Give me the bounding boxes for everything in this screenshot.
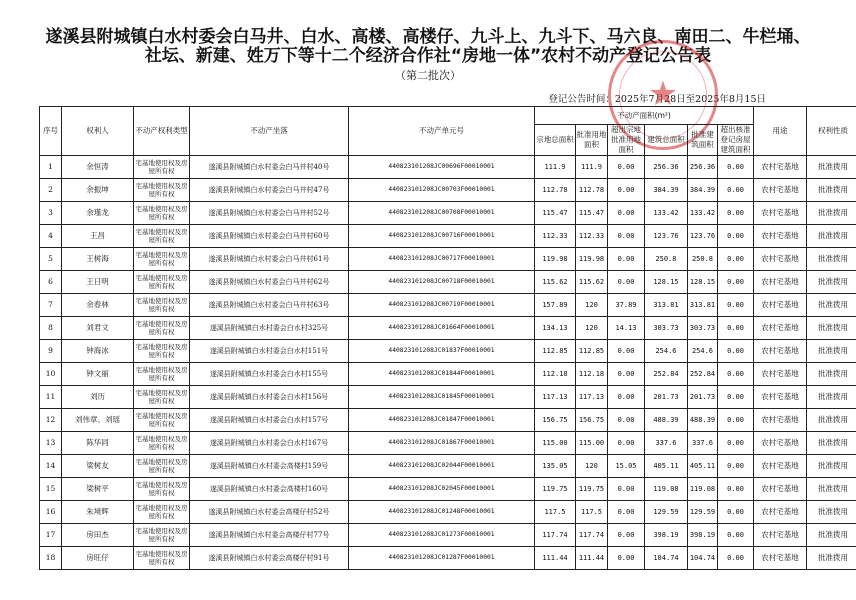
seal-star-icon: ★ xyxy=(647,74,679,114)
row-approved-building: 129.59 xyxy=(688,501,718,524)
row-excess-building: 0.00 xyxy=(718,271,754,294)
row-right-type: 宅基地使用权及房屋所有权 xyxy=(134,294,190,317)
row-right-type: 宅基地使用权及房屋所有权 xyxy=(134,363,190,386)
row-approved-building: 133.42 xyxy=(688,202,718,225)
row-owner: 刘历 xyxy=(62,386,134,409)
table-row xyxy=(40,478,856,501)
row-usage: 农村宅基地 xyxy=(754,294,807,317)
row-excess-building: 0.00 xyxy=(718,386,754,409)
table-row xyxy=(40,409,856,432)
table-body xyxy=(40,156,856,570)
row-right-type: 宅基地使用权及房屋所有权 xyxy=(134,478,190,501)
row-approved-building: 384.39 xyxy=(688,179,718,202)
row-usage: 农村宅基地 xyxy=(754,455,807,478)
row-excess-land: 0.00 xyxy=(608,363,645,386)
row-location: 遂溪县附城镇白水村委会高楼仔村91号 xyxy=(190,547,349,570)
row-excess-building: 0.00 xyxy=(718,455,754,478)
row-unit-no: 440823101208JC01837F00010001 xyxy=(349,340,535,363)
row-approved-building: 252.84 xyxy=(688,363,718,386)
row-unit-no: 440823101208JC02045F00010001 xyxy=(349,478,535,501)
row-excess-land: 0.00 xyxy=(608,248,645,271)
row-nature: 批准拨用 xyxy=(807,317,856,340)
row-usage: 农村宅基地 xyxy=(754,202,807,225)
row-unit-no: 440823101208JC01845F00010001 xyxy=(349,386,535,409)
row-excess-land: 15.05 xyxy=(608,455,645,478)
row-excess-building: 0.00 xyxy=(718,202,754,225)
row-location: 遂溪县附城镇白水村委会高楼仔村77号 xyxy=(190,524,349,547)
row-nature: 批准拨用 xyxy=(807,294,856,317)
row-land-area: 119.98 xyxy=(535,248,576,271)
row-excess-land: 0.00 xyxy=(608,225,645,248)
row-no: 12 xyxy=(40,409,62,432)
table-row xyxy=(40,547,856,570)
row-no: 13 xyxy=(40,432,62,455)
table-row xyxy=(40,248,856,271)
row-approved-building: 104.74 xyxy=(688,547,718,570)
row-building-area: 104.74 xyxy=(645,547,688,570)
row-excess-building: 0.00 xyxy=(718,225,754,248)
row-location: 遂溪县附城镇白水村委会白水村167号 xyxy=(190,432,349,455)
row-excess-land: 0.00 xyxy=(608,432,645,455)
row-right-type: 宅基地使用权及房屋所有权 xyxy=(134,501,190,524)
row-building-area: 303.73 xyxy=(645,317,688,340)
row-approved-land: 111.9 xyxy=(576,156,608,179)
row-owner: 钟文丽 xyxy=(62,363,134,386)
row-right-type: 宅基地使用权及房屋所有权 xyxy=(134,156,190,179)
row-approved-land: 112.78 xyxy=(576,179,608,202)
row-approved-land: 156.75 xyxy=(576,409,608,432)
row-unit-no: 440823101208JC00719F00010001 xyxy=(349,294,535,317)
row-owner: 钟海冰 xyxy=(62,340,134,363)
row-building-area: 384.39 xyxy=(645,179,688,202)
row-building-area: 201.73 xyxy=(645,386,688,409)
row-owner: 梁树平 xyxy=(62,478,134,501)
row-excess-building: 0.00 xyxy=(718,409,754,432)
row-nature: 批准拨用 xyxy=(807,271,856,294)
row-excess-building: 0.00 xyxy=(718,294,754,317)
header-seq: 序号 xyxy=(40,107,62,156)
row-nature: 批准拨用 xyxy=(807,501,856,524)
row-land-area: 117.13 xyxy=(535,386,576,409)
row-excess-building: 0.00 xyxy=(718,179,754,202)
table-row xyxy=(40,524,856,547)
row-nature: 批准拨用 xyxy=(807,478,856,501)
row-no: 9 xyxy=(40,340,62,363)
table-header xyxy=(40,107,856,156)
row-approved-building: 123.76 xyxy=(688,225,718,248)
row-no: 18 xyxy=(40,547,62,570)
row-building-area: 250.8 xyxy=(645,248,688,271)
row-excess-land: 0.00 xyxy=(608,271,645,294)
row-usage: 农村宅基地 xyxy=(754,248,807,271)
row-unit-no: 440823101208JC00717F00010001 xyxy=(349,248,535,271)
row-usage: 农村宅基地 xyxy=(754,225,807,248)
row-land-area: 135.05 xyxy=(535,455,576,478)
row-approved-building: 488.39 xyxy=(688,409,718,432)
row-no: 14 xyxy=(40,455,62,478)
row-land-area: 119.75 xyxy=(535,478,576,501)
row-approved-building: 313.81 xyxy=(688,294,718,317)
row-building-area: 119.08 xyxy=(645,478,688,501)
row-approved-building: 256.36 xyxy=(688,156,718,179)
row-approved-building: 337.6 xyxy=(688,432,718,455)
row-unit-no: 440823101208JC01847F00010001 xyxy=(349,409,535,432)
row-approved-land: 119.98 xyxy=(576,248,608,271)
row-unit-no: 440823101208JC00703F00010001 xyxy=(349,179,535,202)
row-right-type: 宅基地使用权及房屋所有权 xyxy=(134,248,190,271)
row-approved-building: 398.19 xyxy=(688,524,718,547)
table-row xyxy=(40,501,856,524)
row-excess-building: 0.00 xyxy=(718,317,754,340)
row-owner: 朱境辉 xyxy=(62,501,134,524)
header-building-area: 建筑总面积 xyxy=(645,125,688,156)
row-excess-building: 0.00 xyxy=(718,156,754,179)
table-row xyxy=(40,363,856,386)
header-area-group: 不动产面积(m²) xyxy=(535,107,754,125)
row-usage: 农村宅基地 xyxy=(754,547,807,570)
row-land-area: 117.74 xyxy=(535,524,576,547)
row-approved-building: 254.6 xyxy=(688,340,718,363)
row-right-type: 宅基地使用权及房屋所有权 xyxy=(134,409,190,432)
row-no: 10 xyxy=(40,363,62,386)
row-no: 6 xyxy=(40,271,62,294)
row-nature: 批准拨用 xyxy=(807,363,856,386)
row-approved-land: 117.13 xyxy=(576,386,608,409)
header-land-area: 宗地总面积 xyxy=(535,125,576,156)
row-usage: 农村宅基地 xyxy=(754,179,807,202)
row-no: 4 xyxy=(40,225,62,248)
row-owner: 房旺仔 xyxy=(62,547,134,570)
table-row xyxy=(40,271,856,294)
row-approved-land: 112.18 xyxy=(576,363,608,386)
row-usage: 农村宅基地 xyxy=(754,409,807,432)
row-owner: 刘伟章、刘瑶 xyxy=(62,409,134,432)
row-no: 17 xyxy=(40,524,62,547)
row-no: 3 xyxy=(40,202,62,225)
row-approved-land: 115.62 xyxy=(576,271,608,294)
row-location: 遂溪县附城镇白水村委会白马井村52号 xyxy=(190,202,349,225)
row-owner: 余春林 xyxy=(62,294,134,317)
table-row xyxy=(40,202,856,225)
row-unit-no: 440823101208JC00708F00010001 xyxy=(349,202,535,225)
row-excess-land: 0.00 xyxy=(608,386,645,409)
row-excess-land: 0.00 xyxy=(608,547,645,570)
row-location: 遂溪县附城镇白水村委会白马井村40号 xyxy=(190,156,349,179)
row-land-area: 111.9 xyxy=(535,156,576,179)
row-nature: 批准拨用 xyxy=(807,340,856,363)
table-row xyxy=(40,386,856,409)
table-row xyxy=(40,432,856,455)
row-location: 遂溪县附城镇白水村委会白水村325号 xyxy=(190,317,349,340)
row-no: 2 xyxy=(40,179,62,202)
row-approved-building: 119.08 xyxy=(688,478,718,501)
row-land-area: 112.33 xyxy=(535,225,576,248)
row-approved-land: 117.5 xyxy=(576,501,608,524)
row-unit-no: 440823101208JC00718F00010001 xyxy=(349,271,535,294)
row-unit-no: 440823101208JC02044F00010001 xyxy=(349,455,535,478)
row-nature: 批准拨用 xyxy=(807,202,856,225)
row-land-area: 115.62 xyxy=(535,271,576,294)
table-row xyxy=(40,455,856,478)
row-no: 16 xyxy=(40,501,62,524)
row-approved-building: 128.15 xyxy=(688,271,718,294)
header-usage: 用途 xyxy=(754,107,807,156)
row-excess-land: 0.00 xyxy=(608,478,645,501)
row-right-type: 宅基地使用权及房屋所有权 xyxy=(134,455,190,478)
row-building-area: 123.76 xyxy=(645,225,688,248)
row-right-type: 宅基地使用权及房屋所有权 xyxy=(134,340,190,363)
row-building-area: 398.19 xyxy=(645,524,688,547)
row-right-type: 宅基地使用权及房屋所有权 xyxy=(134,547,190,570)
row-owner: 余恒涛 xyxy=(62,156,134,179)
row-no: 8 xyxy=(40,317,62,340)
row-approved-land: 115.47 xyxy=(576,202,608,225)
row-excess-building: 0.00 xyxy=(718,248,754,271)
row-unit-no: 440823101208JC01844F00010001 xyxy=(349,363,535,386)
row-approved-building: 250.8 xyxy=(688,248,718,271)
row-nature: 批准拨用 xyxy=(807,225,856,248)
row-owner: 王昌 xyxy=(62,225,134,248)
row-building-area: 129.59 xyxy=(645,501,688,524)
row-building-area: 254.6 xyxy=(645,340,688,363)
row-nature: 批准拨用 xyxy=(807,524,856,547)
row-nature: 批准拨用 xyxy=(807,248,856,271)
row-usage: 农村宅基地 xyxy=(754,524,807,547)
row-right-type: 宅基地使用权及房屋所有权 xyxy=(134,179,190,202)
row-approved-land: 120 xyxy=(576,455,608,478)
row-excess-land: 0.00 xyxy=(608,202,645,225)
row-building-area: 252.84 xyxy=(645,363,688,386)
header-right-type: 不动产权利类型 xyxy=(134,107,190,156)
row-right-type: 宅基地使用权及房屋所有权 xyxy=(134,317,190,340)
row-nature: 批准拨用 xyxy=(807,156,856,179)
header-excess-land: 超出宗地批准用地面积 xyxy=(608,125,645,156)
row-approved-land: 120 xyxy=(576,317,608,340)
row-nature: 批准拨用 xyxy=(807,455,856,478)
row-excess-land: 14.13 xyxy=(608,317,645,340)
row-land-area: 112.85 xyxy=(535,340,576,363)
row-land-area: 157.89 xyxy=(535,294,576,317)
row-land-area: 117.5 xyxy=(535,501,576,524)
header-location: 不动产坐落 xyxy=(190,107,349,156)
row-location: 遂溪县附城镇白水村委会白水村151号 xyxy=(190,340,349,363)
registration-table xyxy=(39,106,856,570)
row-land-area: 115.00 xyxy=(535,432,576,455)
row-right-type: 宅基地使用权及房屋所有权 xyxy=(134,432,190,455)
row-approved-land: 112.33 xyxy=(576,225,608,248)
table-row xyxy=(40,317,856,340)
row-excess-building: 0.00 xyxy=(718,340,754,363)
row-nature: 批准拨用 xyxy=(807,179,856,202)
row-no: 1 xyxy=(40,156,62,179)
row-unit-no: 440823101208JC00696F00010001 xyxy=(349,156,535,179)
row-approved-land: 115.00 xyxy=(576,432,608,455)
row-location: 遂溪县附城镇白水村委会白马井村61号 xyxy=(190,248,349,271)
header-owner: 权利人 xyxy=(62,107,134,156)
row-land-area: 112.18 xyxy=(535,363,576,386)
row-owner: 余振坤 xyxy=(62,179,134,202)
row-excess-building: 0.00 xyxy=(718,478,754,501)
batch-label: （第二批次） xyxy=(395,69,461,82)
row-approved-land: 120 xyxy=(576,294,608,317)
row-approved-building: 405.11 xyxy=(688,455,718,478)
row-right-type: 宅基地使用权及房屋所有权 xyxy=(134,524,190,547)
row-owner: 梁树友 xyxy=(62,455,134,478)
row-owner: 房田杰 xyxy=(62,524,134,547)
row-approved-land: 112.85 xyxy=(576,340,608,363)
row-usage: 农村宅基地 xyxy=(754,317,807,340)
row-excess-land: 37.89 xyxy=(608,294,645,317)
row-location: 遂溪县附城镇白水村委会高楼仔村52号 xyxy=(190,501,349,524)
row-land-area: 156.75 xyxy=(535,409,576,432)
row-unit-no: 440823101208JC01273F00010001 xyxy=(349,524,535,547)
row-unit-no: 440823101208JC00716F00010001 xyxy=(349,225,535,248)
row-excess-building: 0.00 xyxy=(718,524,754,547)
row-right-type: 宅基地使用权及房屋所有权 xyxy=(134,225,190,248)
row-building-area: 405.11 xyxy=(645,455,688,478)
row-nature: 批准拨用 xyxy=(807,409,856,432)
table-row xyxy=(40,294,856,317)
row-right-type: 宅基地使用权及房屋所有权 xyxy=(134,271,190,294)
row-owner: 余瑾龙 xyxy=(62,202,134,225)
row-building-area: 337.6 xyxy=(645,432,688,455)
header-approved-building: 批准建筑面积 xyxy=(688,125,718,156)
row-building-area: 128.15 xyxy=(645,271,688,294)
row-no: 7 xyxy=(40,294,62,317)
row-excess-building: 0.00 xyxy=(718,432,754,455)
row-no: 5 xyxy=(40,248,62,271)
row-usage: 农村宅基地 xyxy=(754,340,807,363)
row-building-area: 256.36 xyxy=(645,156,688,179)
row-unit-no: 440823101208JC01287F00010001 xyxy=(349,547,535,570)
row-no: 11 xyxy=(40,386,62,409)
row-approved-building: 201.73 xyxy=(688,386,718,409)
row-unit-no: 440823101208JC01664F00010001 xyxy=(349,317,535,340)
row-excess-land: 0.00 xyxy=(608,524,645,547)
table-row xyxy=(40,179,856,202)
document-title-line2: 社坛、新建、姓万下等十二个经济合作社“房地一体”农村不动产登记公告表 xyxy=(144,46,712,66)
row-usage: 农村宅基地 xyxy=(754,386,807,409)
row-approved-land: 117.74 xyxy=(576,524,608,547)
table-row xyxy=(40,156,856,179)
row-excess-land: 0.00 xyxy=(608,409,645,432)
row-approved-building: 303.73 xyxy=(688,317,718,340)
row-nature: 批准拨用 xyxy=(807,547,856,570)
row-building-area: 133.42 xyxy=(645,202,688,225)
row-excess-land: 0.00 xyxy=(608,156,645,179)
row-owner: 王日明 xyxy=(62,271,134,294)
row-nature: 批准拨用 xyxy=(807,432,856,455)
row-land-area: 134.13 xyxy=(535,317,576,340)
header-excess-building: 超出核准登记房屋建筑面积 xyxy=(718,125,754,156)
row-usage: 农村宅基地 xyxy=(754,478,807,501)
row-right-type: 宅基地使用权及房屋所有权 xyxy=(134,202,190,225)
table-row xyxy=(40,340,856,363)
row-location: 遂溪县附城镇白水村委会白水村155号 xyxy=(190,363,349,386)
row-location: 遂溪县附城镇白水村委会白马井村63号 xyxy=(190,294,349,317)
row-land-area: 112.78 xyxy=(535,179,576,202)
header-unit-no: 不动产单元号 xyxy=(349,107,535,156)
row-building-area: 313.81 xyxy=(645,294,688,317)
row-location: 遂溪县附城镇白水村委会白水村157号 xyxy=(190,409,349,432)
row-approved-land: 111.44 xyxy=(576,547,608,570)
row-location: 遂溪县附城镇白水村委会白马井村47号 xyxy=(190,179,349,202)
row-approved-land: 119.75 xyxy=(576,478,608,501)
row-owner: 刘君文 xyxy=(62,317,134,340)
row-excess-land: 0.00 xyxy=(608,179,645,202)
document-title-line1: 遂溪县附城镇白水村委会白马井、白水、高楼、高楼仔、九斗上、九斗下、马六良、南田二、牛栏埇、 xyxy=(45,27,811,47)
row-nature: 批准拨用 xyxy=(807,386,856,409)
row-unit-no: 440823101208JC01248F00010001 xyxy=(349,501,535,524)
row-unit-no: 440823101208JC01867F00010001 xyxy=(349,432,535,455)
row-no: 15 xyxy=(40,478,62,501)
header-approved-land: 批准用地面积 xyxy=(576,125,608,156)
row-excess-land: 0.00 xyxy=(608,501,645,524)
row-land-area: 111.44 xyxy=(535,547,576,570)
row-location: 遂溪县附城镇白水村委会白马井村62号 xyxy=(190,271,349,294)
row-right-type: 宅基地使用权及房屋所有权 xyxy=(134,386,190,409)
row-excess-building: 0.00 xyxy=(718,501,754,524)
row-usage: 农村宅基地 xyxy=(754,501,807,524)
row-location: 遂溪县附城镇白水村委会白马井村60号 xyxy=(190,225,349,248)
row-owner: 陈华同 xyxy=(62,432,134,455)
row-location: 遂溪县附城镇白水村委会高楼村159号 xyxy=(190,455,349,478)
row-land-area: 115.47 xyxy=(535,202,576,225)
row-usage: 农村宅基地 xyxy=(754,363,807,386)
row-owner: 王树海 xyxy=(62,248,134,271)
row-location: 遂溪县附城镇白水村委会高楼村160号 xyxy=(190,478,349,501)
table-row xyxy=(40,225,856,248)
row-excess-building: 0.00 xyxy=(718,363,754,386)
row-usage: 农村宅基地 xyxy=(754,156,807,179)
row-usage: 农村宅基地 xyxy=(754,432,807,455)
row-excess-land: 0.00 xyxy=(608,340,645,363)
row-excess-building: 0.00 xyxy=(718,547,754,570)
row-location: 遂溪县附城镇白水村委会白水村156号 xyxy=(190,386,349,409)
announcement-period: 登记公告时间：2025年7月28日至2025年8月15日 xyxy=(548,94,766,105)
row-usage: 农村宅基地 xyxy=(754,271,807,294)
row-building-area: 488.39 xyxy=(645,409,688,432)
header-nature: 权利性质 xyxy=(807,107,856,156)
